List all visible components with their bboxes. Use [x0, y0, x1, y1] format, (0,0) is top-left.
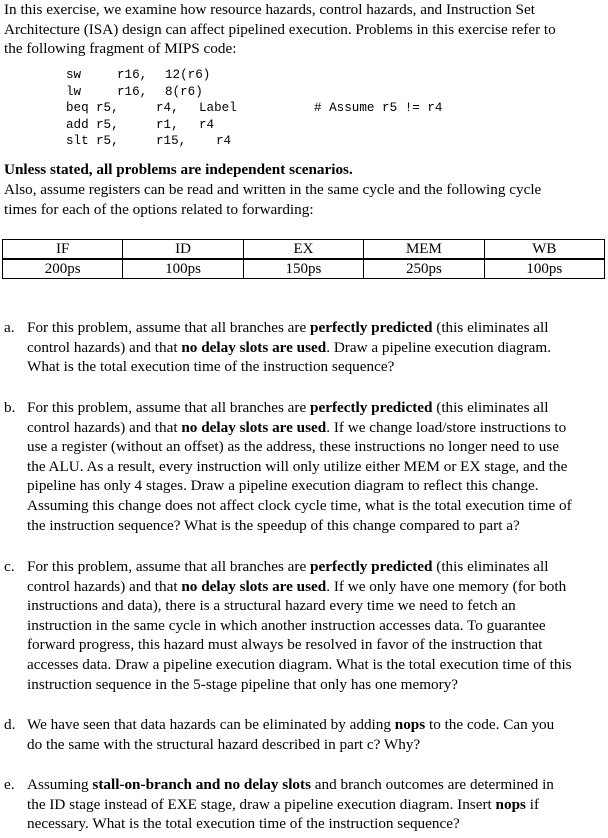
table-row — [3, 259, 605, 279]
text-line: accesses data. Draw a pipeline execution diagram. What is the total execution time of this — [27, 655, 572, 673]
code-line-add — [66, 117, 215, 134]
code-arg: 8(r6) — [165, 84, 203, 99]
text-line: pipeline has only 4 stages. Draw a pipeline execution diagram to reflect this change. — [27, 477, 539, 495]
text-run: . If we change load/store instructions to — [326, 418, 567, 436]
text-line: use a register (without an offset) as the address, these instructions no longer need to use — [27, 438, 559, 456]
text-run: We have seen that data hazards can be eliminated by adding — [27, 716, 395, 733]
forwarding-note — [4, 180, 604, 219]
code-opcode: lw — [66, 84, 82, 99]
code-arg: r16, — [117, 68, 148, 82]
table-cell-ex: 150ps — [243, 259, 363, 279]
table-header-ex: EX — [243, 240, 363, 260]
bold-run: perfectly predicted — [310, 399, 433, 416]
code-arg: Label — [199, 101, 237, 116]
bold-run: perfectly predicted — [310, 319, 433, 336]
text-line: do the same with the structural hazard described in part c? Why? — [27, 735, 421, 753]
code-arg: r16, — [117, 84, 148, 99]
table-cell-wb: 100ps — [484, 259, 604, 279]
code-opcode: beq — [66, 101, 89, 116]
code-opcode: sw — [66, 68, 82, 82]
bold-run: no delay slots are used — [181, 418, 327, 436]
code-arg: r1, — [156, 117, 179, 132]
table-header-id: ID — [123, 240, 243, 260]
code-line-sw — [66, 67, 211, 84]
question-text — [27, 715, 605, 754]
code-comment: # Assume r5 != r4 — [314, 101, 443, 116]
note-line: times for each of the options related to forwarding: — [4, 200, 314, 218]
independent-note: Unless stated, all problems are independent scenarios. — [4, 161, 353, 178]
text-line: forward progress, this hazard must always be resolved in favor of the instruction that — [27, 636, 543, 654]
text-line: necessary. What is the total execution time of the instruction sequence? — [27, 815, 460, 833]
table-cell-mem: 250ps — [364, 259, 484, 279]
question-text — [27, 775, 605, 834]
code-line-slt — [66, 133, 232, 150]
text-run: . If we only have one memory (for both — [326, 577, 567, 595]
text-line: the instruction sequence? What is the speedup of this change compared to part a? — [27, 516, 520, 534]
intro-line: the following fragment of MIPS code: — [4, 40, 237, 58]
table-cell-if: 200ps — [3, 259, 123, 279]
stage-latency-table — [2, 239, 605, 279]
code-line-beq — [66, 100, 443, 117]
code-arg: r5, — [96, 117, 119, 132]
intro-paragraph — [4, 0, 604, 59]
text-line: the ALU. As a result, every instruction will only utilize either MEM or EX stage, and the — [27, 457, 568, 475]
question-label: a. — [4, 319, 15, 336]
table-cell-id: 100ps — [123, 259, 243, 279]
question-label: d. — [4, 716, 16, 733]
text-run: the ID stage instead of EXE stage, draw a pipeline execution diagram. Insert — [27, 795, 496, 813]
text-run: . Draw a pipeline execution diagram. — [326, 338, 552, 356]
text-line: instruction sequence in the 5-stage pipeline that only has one memory? — [27, 675, 459, 693]
text-run: (this eliminates all — [432, 558, 549, 575]
question-text — [27, 398, 605, 535]
code-arg: r4 — [216, 134, 232, 149]
bold-run: perfectly predicted — [310, 558, 433, 575]
table-header-if: IF — [3, 240, 123, 260]
text-run: For this problem, assume that all branches are — [27, 558, 311, 575]
code-arg: r4, — [156, 101, 179, 116]
text-run: control hazards) and that — [27, 418, 182, 436]
intro-line: Architecture (ISA) design can affect pipelined execution. Problems in this exercise refer to — [4, 20, 556, 38]
question-text — [27, 318, 605, 377]
bold-run: nops — [394, 716, 426, 733]
text-line: Assuming this change does not affect clock cycle time, what is the total execution time of — [27, 496, 572, 514]
question-text — [27, 557, 605, 694]
text-line: instructions and data), there is a structural hazard every time we need to fetch an — [27, 597, 516, 615]
mips-code-fragment — [66, 67, 443, 150]
intro-line: In this exercise, we examine how resource hazards, control hazards, and Instruction Set — [4, 1, 535, 18]
question-label: b. — [4, 399, 16, 416]
code-line-lw — [66, 84, 203, 101]
text-run: to the code. Can you — [425, 716, 555, 733]
text-line: instruction in the same cycle in which another instruction accesses data. To guarantee — [27, 616, 546, 634]
code-arg: 12(r6) — [165, 68, 211, 82]
table-header-row — [3, 240, 605, 260]
text-run: if — [525, 795, 540, 813]
bold-run: no delay slots are used — [181, 338, 327, 356]
table-header-mem: MEM — [364, 240, 484, 260]
question-label: e. — [4, 776, 15, 793]
bold-run: nops — [495, 795, 526, 813]
table-header-wb: WB — [484, 240, 604, 260]
text-run: control hazards) and that — [27, 577, 182, 595]
bold-run: no delay slots are used — [181, 577, 327, 595]
text-line: What is the total execution time of the instruction sequence? — [27, 358, 395, 376]
text-run: control hazards) and that — [27, 338, 182, 356]
code-arg: r5, — [96, 101, 119, 116]
text-run: (this eliminates all — [432, 399, 549, 416]
text-run: For this problem, assume that all branches are — [27, 319, 311, 336]
code-opcode: add — [66, 117, 89, 132]
text-run: Assuming — [27, 776, 93, 793]
code-arg: r15, — [156, 134, 187, 149]
text-run: (this eliminates all — [432, 319, 549, 336]
bold-run: stall-on-branch and no delay slots — [92, 776, 311, 793]
note-line: Also, assume registers can be read and written in the same cycle and the following cycle — [4, 181, 542, 198]
text-run: and branch outcomes are determined in — [310, 776, 554, 793]
question-label: c. — [4, 558, 15, 575]
code-opcode: slt — [66, 134, 89, 149]
text-run: For this problem, assume that all branches are — [27, 399, 311, 416]
code-arg: r5, — [96, 134, 119, 149]
code-arg: r4 — [199, 117, 215, 132]
